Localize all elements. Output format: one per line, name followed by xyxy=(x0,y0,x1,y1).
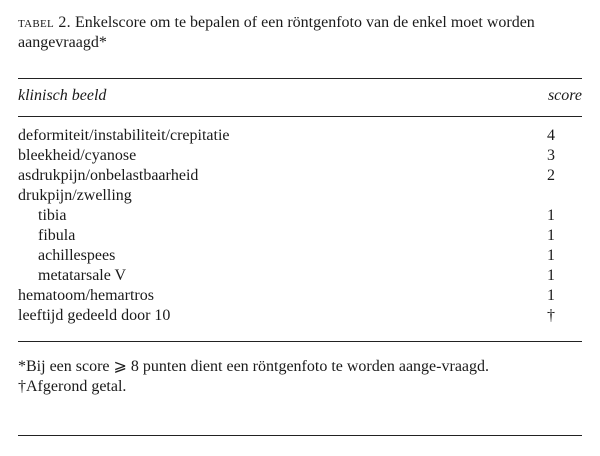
column-header-clinical-picture: klinisch beeld xyxy=(18,87,107,104)
row-label: metatarsale V xyxy=(38,267,127,284)
table-row xyxy=(18,226,582,246)
table-footnotes xyxy=(18,357,582,397)
row-label: tibia xyxy=(38,207,67,224)
row-label: leeftijd gedeeld door 10 xyxy=(18,307,171,324)
table-body xyxy=(18,126,582,326)
row-label: bleekheid/cyanose xyxy=(18,147,137,164)
table-number: tabel 2. xyxy=(18,14,71,31)
table-row xyxy=(18,146,582,166)
table-row xyxy=(18,126,582,146)
row-score: 2 xyxy=(547,167,555,184)
bottom-rule xyxy=(18,435,582,436)
column-header-score: score xyxy=(547,87,582,104)
table-row xyxy=(18,166,582,186)
row-label: hematoom/hemartros xyxy=(18,287,154,304)
row-score: 1 xyxy=(547,247,555,264)
row-label: achillespees xyxy=(38,247,116,264)
table-row xyxy=(18,286,582,306)
row-label: deformiteit/instabiliteit/crepitatie xyxy=(18,127,230,144)
top-rule xyxy=(18,78,582,79)
table-row xyxy=(18,186,582,206)
table-row xyxy=(18,306,582,326)
footnote-threshold: *Bij een score ⩾ 8 punten dient een röntgenfoto te worden aange-vraagd. xyxy=(18,358,490,375)
row-score: † xyxy=(547,307,555,324)
table-row xyxy=(18,246,582,266)
row-label: asdrukpijn/onbelastbaarheid xyxy=(18,167,199,184)
table-row xyxy=(18,206,582,226)
row-score: 1 xyxy=(547,227,555,244)
row-score: 4 xyxy=(547,127,555,144)
row-label: drukpijn/zwelling xyxy=(18,187,132,204)
row-score: 1 xyxy=(547,287,555,304)
row-label: fibula xyxy=(38,227,76,244)
header-rule xyxy=(18,116,582,117)
footnote-rounded: †Afgerond getal. xyxy=(18,378,127,395)
table-row xyxy=(18,266,582,286)
row-score: 1 xyxy=(547,267,555,284)
body-rule xyxy=(18,341,582,342)
table-caption xyxy=(18,13,584,53)
row-score: 3 xyxy=(547,147,555,164)
table-title: Enkelscore om te bepalen of een röntgenfoto van de enkel moet worden aangevraagd* xyxy=(18,14,535,51)
row-score: 1 xyxy=(547,207,555,224)
